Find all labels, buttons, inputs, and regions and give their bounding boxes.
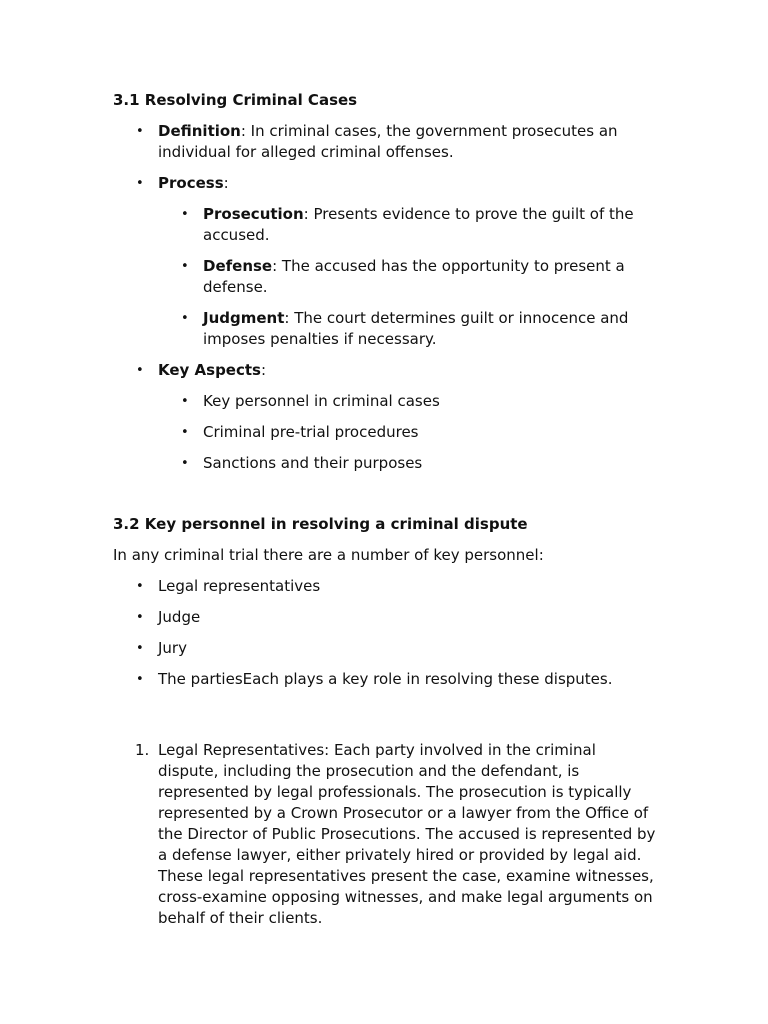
section1-list	[113, 121, 658, 474]
numbered-list	[113, 740, 658, 929]
list-item-definition	[113, 121, 658, 163]
bullet-icon: •	[136, 363, 144, 378]
list-item-text: Sanctions and their purposes	[203, 454, 423, 472]
bullet-icon: •	[181, 425, 189, 440]
bullet-icon: •	[181, 311, 189, 326]
term-text: : The accused has the opportunity to present a defense.	[203, 257, 625, 296]
list-item	[158, 453, 658, 474]
term-text: : In criminal cases, the government prosecutes an individual for alleged criminal offenses.	[158, 122, 618, 161]
bullet-icon: •	[136, 672, 144, 687]
list-item-text: Judge	[158, 608, 201, 626]
section-heading-3-1: 3.1 Resolving Criminal Cases	[113, 91, 358, 109]
list-item-text: Key personnel in criminal cases	[203, 392, 440, 410]
section2-intro: In any criminal trial there are a number of key personnel:	[113, 546, 544, 564]
bullet-icon: •	[136, 579, 144, 594]
bullet-icon: •	[181, 456, 189, 471]
list-item	[158, 391, 658, 412]
list-item	[158, 422, 658, 443]
term-text: : The court determines guilt or innocence and imposes penalties if necessary.	[203, 309, 629, 348]
numbered-item	[113, 740, 658, 929]
list-item-process	[113, 173, 658, 350]
bullet-icon: •	[181, 394, 189, 409]
list-item-prosecution	[158, 204, 658, 246]
list-item-key-aspects	[113, 360, 658, 474]
bullet-icon: •	[136, 610, 144, 625]
term-label: Judgment	[203, 309, 285, 327]
key-aspects-sublist	[158, 391, 658, 474]
bullet-icon: •	[136, 124, 144, 139]
term-label: Key Aspects	[158, 361, 261, 379]
list-item-text: Criminal pre-trial procedures	[203, 423, 419, 441]
list-item-text: Jury	[158, 639, 187, 657]
bullet-icon: •	[181, 207, 189, 222]
term-suffix: :	[260, 361, 267, 379]
section-heading-3-2: 3.2 Key personnel in resolving a criminal dispute	[113, 515, 528, 533]
list-item-judgment	[158, 308, 658, 350]
list-item-text: The partiesEach plays a key role in resolving these disputes.	[158, 670, 613, 688]
list-item	[113, 607, 658, 628]
list-number: 1.	[135, 741, 150, 759]
term-label: Process	[158, 174, 224, 192]
term-suffix: :	[223, 174, 229, 192]
list-item	[113, 638, 658, 659]
list-item-defense	[158, 256, 658, 298]
list-item	[113, 576, 658, 597]
spacer	[113, 700, 658, 740]
list-item-text: Legal representatives	[158, 577, 321, 595]
term-text: : Presents evidence to prove the guilt of the accused.	[203, 205, 634, 244]
personnel-list	[113, 576, 658, 690]
bullet-icon: •	[181, 259, 189, 274]
numbered-item-text: Legal Representatives: Each party involved in the criminal dispute, including the prosecution and the defendant, is represented by legal professionals. The prosecution is typically represented by a Crown Prosecutor or a lawyer from the Office of the Director of Public Prosecutions. The accused is represented by a defense lawyer, either privately hired or provided by legal aid. These legal representatives present the case, examine witnesses, cross-examine opposing witnesses, and make legal arguments on behalf of their clients.	[158, 741, 656, 927]
term-label: Definition	[158, 122, 241, 140]
bullet-icon: •	[136, 176, 144, 191]
process-sublist	[158, 204, 658, 350]
term-label: Defense	[203, 257, 273, 275]
bullet-icon: •	[136, 641, 144, 656]
list-item	[113, 669, 658, 690]
term-label: Prosecution	[203, 205, 304, 223]
